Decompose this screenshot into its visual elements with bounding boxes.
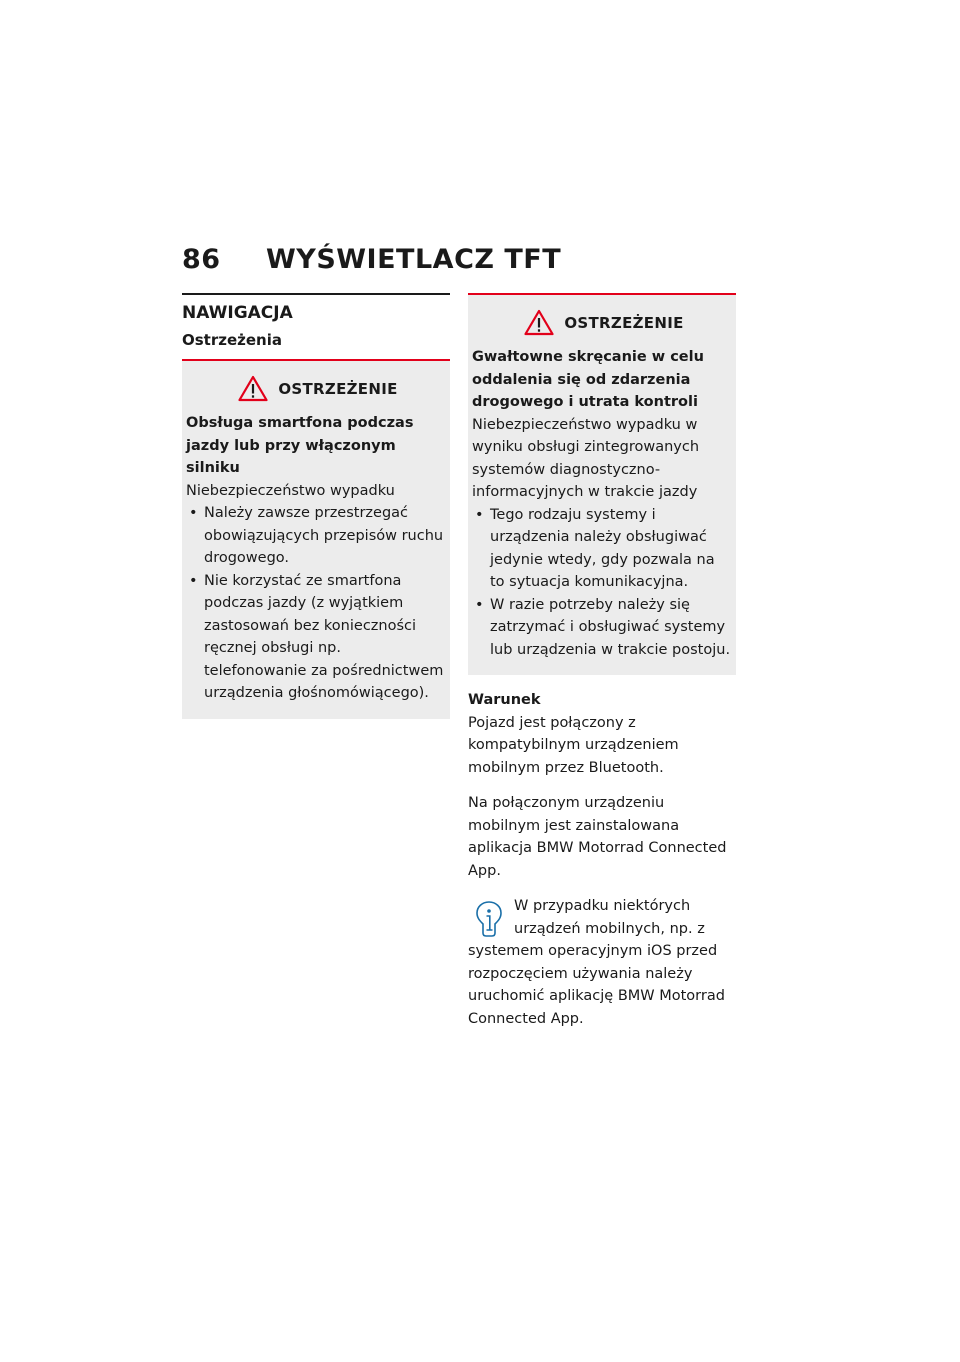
warning-triangle-icon bbox=[238, 375, 268, 402]
warning-bullets bbox=[472, 504, 732, 662]
warning-title: Gwałtowne skręcanie w celu oddalenia się od zdarzenia drogowego i utrata kontroli bbox=[472, 349, 704, 410]
warning-label: OSTRZEŻENIE bbox=[564, 313, 684, 332]
warning-triangle-icon bbox=[524, 309, 554, 336]
list-item: • Tego rodzaju systemy i urządzenia należy obsługiwać jedynie wtedy, gdy pozwala na to sytuacja komunikacyjna. bbox=[472, 504, 732, 594]
left-column bbox=[182, 293, 450, 719]
section-title: NAWIGACJA bbox=[182, 303, 293, 323]
list-item: • Należy zawsze przestrzegać obowiązujących przepisów ruchu drogowego. bbox=[186, 502, 446, 570]
right-column bbox=[468, 293, 736, 1030]
warning-hazard: Niebezpieczeństwo wypadku bbox=[186, 482, 395, 499]
warning-bullets bbox=[186, 502, 446, 705]
warning-header bbox=[186, 375, 446, 402]
subsection-title: Ostrzeżenia bbox=[182, 331, 282, 349]
warning-header bbox=[472, 309, 732, 336]
info-text: W przypadku niektórych urządzeń mobilnych, np. z systemem operacyjnym iOS przed rozpoczęciem używania należy uruchomić aplikację BMW Motorrad Connected App. bbox=[468, 898, 725, 1027]
warning-hazard: Niebezpieczeństwo wypadku w wyniku obsługi zintegrowanych systemów diagnostyczno-informacyjnych w trakcie jazdy bbox=[472, 416, 700, 500]
chapter-title: WYŚWIETLACZ TFT bbox=[266, 244, 562, 275]
condition-text: Pojazd jest połączony z kompatybilnym urządzeniem mobilnym przez Bluetooth. bbox=[468, 714, 679, 776]
page-header bbox=[182, 244, 561, 275]
warning-box bbox=[182, 361, 450, 719]
warning-label: OSTRZEŻENIE bbox=[278, 379, 398, 398]
section-rule bbox=[182, 293, 450, 295]
info-icon bbox=[474, 899, 504, 939]
warning-title: Obsługa smartfona podczas jazdy lub przy włączonym silniku bbox=[186, 415, 414, 476]
info-note bbox=[468, 895, 736, 1030]
list-item: • W razie potrzeby należy się zatrzymać i obsługiwać systemy lub urządzenia w trakcie postoju. bbox=[472, 594, 732, 662]
condition-heading: Warunek bbox=[468, 692, 541, 708]
app-text: Na połączonym urządzeniu mobilnym jest zainstalowana aplikacja BMW Motorrad Connected App. bbox=[468, 795, 727, 879]
page-number: 86 bbox=[182, 244, 221, 275]
warning-box bbox=[468, 295, 736, 675]
list-item: • Nie korzystać ze smartfona podczas jazdy (z wyjątkiem zastosowań bez konieczności ręcznej obsługi np. telefonowanie za pośrednictwem urządzenia głośnomówiącego). bbox=[186, 570, 446, 705]
